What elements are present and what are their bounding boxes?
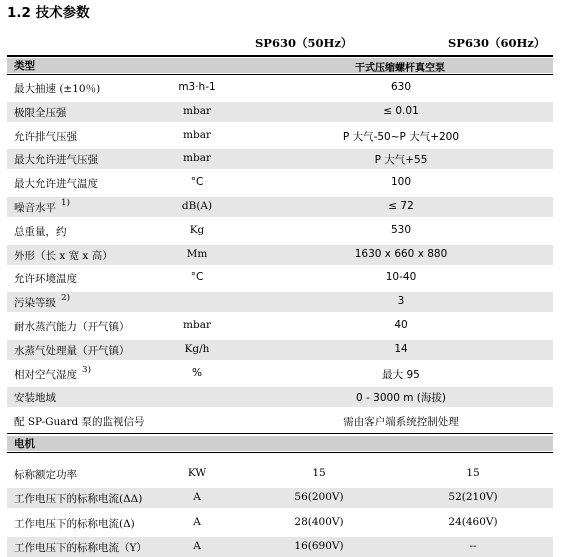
section-bar-motor: [7, 436, 553, 451]
column-header-50hz: SP630（50Hz）: [255, 36, 353, 50]
footnote-marker: 3): [82, 364, 91, 375]
section-bar-type: [7, 58, 553, 73]
spec-value: ≤ 0.01: [383, 104, 419, 117]
section-heading: 1.2 技术参数: [7, 5, 90, 21]
section-rule: [7, 74, 553, 75]
spec-row: [7, 245, 553, 265]
spec-value: 3: [397, 295, 405, 308]
spec-unit: mbar: [183, 128, 211, 141]
spec-unit: mbar: [183, 104, 211, 117]
spec-unit: °C: [190, 271, 204, 284]
spec-label: 耐水蒸汽能力（开气镇）: [14, 321, 130, 333]
spec-value: P 大气-50~P 大气+200: [342, 130, 460, 143]
spec-label: 污染等级: [14, 297, 56, 310]
motor-unit: KW: [187, 467, 207, 479]
spec-value: 14: [394, 342, 408, 355]
column-header-60hz: SP630（60Hz）: [448, 36, 546, 50]
spec-unit: %: [192, 366, 202, 379]
spec-unit: Kg/h: [184, 342, 210, 355]
spec-value: 10-40: [385, 271, 417, 284]
spec-label: 极限全压强: [14, 106, 67, 119]
motor-value-50hz: 16(690V): [294, 540, 344, 552]
motor-unit: A: [193, 516, 201, 528]
spec-label: 最大允许进气压强: [14, 154, 98, 167]
motor-value-60hz: 15: [466, 467, 480, 479]
motor-label: 工作电压下的标称电流(Δ): [14, 518, 135, 530]
spec-label: 最大允许进气温度: [14, 178, 98, 191]
spec-value: P 大气+55: [374, 154, 428, 167]
spec-row: [7, 364, 553, 384]
spec-row: [7, 197, 553, 217]
spec-row: [7, 387, 553, 407]
section-label-type: 类型: [14, 60, 35, 72]
motor-value-50hz: 56(200V): [294, 491, 344, 503]
motor-value-60hz: 52(210V): [448, 491, 498, 503]
spec-label: 安装地域: [14, 392, 56, 405]
motor-row: [7, 464, 553, 484]
motor-row: [7, 537, 553, 557]
spec-label: 允许排气压强: [14, 130, 77, 143]
motor-value-60hz: --: [469, 540, 477, 552]
motor-row: [7, 488, 553, 508]
pump-type-value: 干式压缩螺杆真空泵: [355, 63, 445, 74]
spec-value: 最大 95: [382, 368, 420, 381]
spec-label: 允许环境温度: [14, 273, 77, 286]
section-rule: [7, 433, 553, 434]
spec-unit: Mm: [186, 247, 208, 260]
motor-label: 工作电压下的标称电流(ΔΔ): [14, 493, 143, 505]
footnote-marker: 1): [61, 198, 70, 208]
spec-row: [7, 173, 553, 193]
spec-unit: m3·h-1: [178, 81, 216, 93]
spec-row: [7, 102, 553, 122]
spec-value: 1630 x 660 x 880: [354, 247, 448, 260]
spec-value: ≤ 72: [388, 200, 414, 212]
spec-row: [7, 126, 553, 146]
spec-value: 630: [390, 81, 412, 93]
section-rule: [7, 452, 553, 453]
spec-value: 530: [390, 223, 412, 236]
spec-unit: °C: [190, 176, 204, 189]
motor-unit: A: [193, 540, 201, 552]
spec-value: 100: [390, 176, 412, 189]
motor-unit: A: [193, 491, 201, 503]
spec-row: [7, 78, 553, 98]
section-label-motor: 电机: [14, 438, 35, 450]
spec-value: 需由客户端系统控制处理: [343, 416, 459, 429]
spec-unit: dB(A): [181, 200, 213, 212]
spec-unit: mbar: [183, 319, 211, 331]
footnote-marker: 2): [61, 293, 70, 304]
spec-row: [7, 411, 553, 431]
spec-label: 相对空气湿度: [14, 368, 77, 381]
spec-unit: mbar: [183, 152, 211, 165]
spec-label: 总重量，约: [14, 225, 67, 238]
motor-label: 标称额定功率: [14, 469, 77, 481]
spec-label: 配 SP-Guard 泵的监视信号: [14, 416, 145, 429]
spec-row: [7, 268, 553, 288]
spec-unit: Kg: [189, 223, 205, 236]
spec-row: [7, 292, 553, 312]
motor-row: [7, 513, 553, 533]
spec-label: 水蒸气处理量（开气镇）: [14, 344, 130, 357]
spec-row: [7, 221, 553, 241]
spec-row: [7, 316, 553, 336]
spec-row: [7, 340, 553, 360]
motor-value-60hz: 24(460V): [448, 516, 498, 528]
motor-value-50hz: 15: [312, 467, 326, 479]
spec-row: [7, 149, 553, 169]
spec-value: 40: [394, 319, 408, 331]
table-top-rule: [7, 55, 553, 57]
spec-label: 最大抽速 (±10％): [14, 83, 101, 95]
motor-label: 工作电压下的标称电流（Y）: [14, 542, 147, 554]
spec-label: 噪音水平: [14, 202, 56, 214]
motor-value-50hz: 28(400V): [294, 516, 344, 528]
spec-value: 0 - 3000 m (海拔): [356, 392, 446, 405]
spec-label: 外形（长 x 宽 x 高）: [14, 249, 113, 262]
